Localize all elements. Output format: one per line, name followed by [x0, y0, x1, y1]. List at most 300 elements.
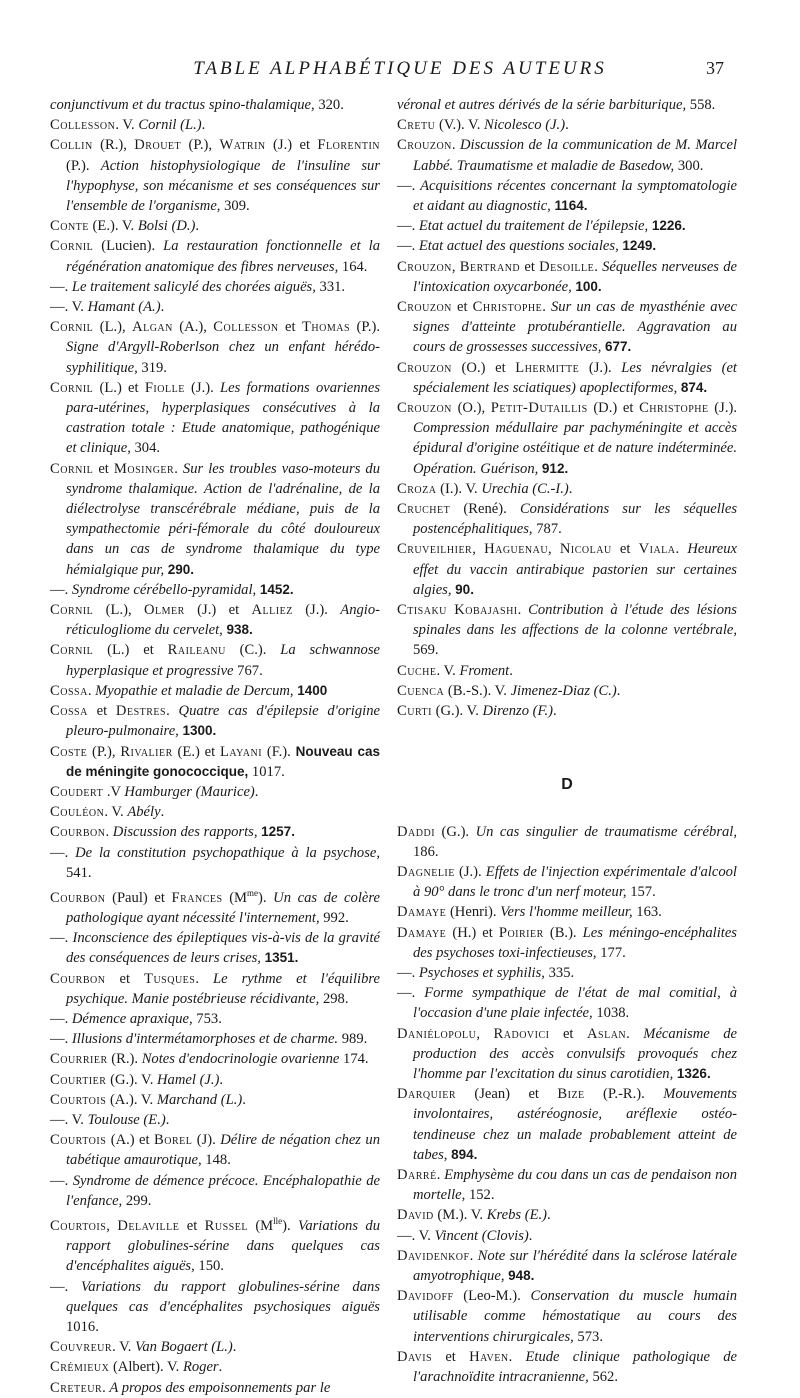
index-entry [50, 1090, 380, 1110]
index-entry [397, 822, 737, 862]
index-entry [50, 600, 380, 640]
entry-text: lle [273, 1216, 283, 1227]
entry-text: , [548, 541, 560, 558]
author-name: Courbon [50, 824, 106, 841]
entry-text: . [242, 1091, 246, 1108]
entry-text: . [219, 1071, 224, 1088]
article-title: Contribution à l'étude des lésions spinales dans les affections de la colonne vertébrale, [413, 602, 737, 639]
entry-text: . [528, 1227, 533, 1244]
entry-text: . V. [104, 804, 128, 821]
entry-text: . [254, 783, 259, 800]
entry-text: (M [222, 889, 248, 906]
author-name: Cruveilhier [397, 541, 473, 558]
author-name: Raileanu [167, 642, 226, 659]
entry-text: (Jean) et [455, 1086, 558, 1103]
author-name: Courtois [50, 1091, 107, 1108]
entry-text: 787. [536, 521, 562, 538]
article-title: Emphysème du cou dans un cas de pendaison non mortelle, [413, 1166, 738, 1204]
index-entry [397, 257, 737, 297]
entry-text: 1017. [248, 763, 285, 780]
entry-text: 753. [196, 1011, 222, 1027]
entry-text: . [451, 137, 460, 154]
entry-text: . [568, 480, 573, 497]
author-name: Coudert [50, 783, 104, 800]
index-entry [397, 1286, 737, 1347]
entry-text: (H.) et [446, 924, 499, 941]
page-header [0, 58, 800, 82]
entry-text: , [106, 1217, 118, 1234]
entry-text: —. [50, 1011, 72, 1027]
index-entry [397, 176, 737, 216]
entry-text: . [174, 460, 183, 477]
author-name: Nicolau [559, 541, 612, 558]
article-title: La schwannose hyperplasique et progressive [66, 642, 380, 679]
article-title: Heureux effet du vaccin antirabique pastorien sur certaines algies, [413, 541, 738, 598]
index-entry [50, 640, 380, 680]
index-entry [50, 782, 380, 802]
index-entry [397, 862, 737, 902]
page-reference: 100. [575, 278, 602, 294]
entry-text: . V. [115, 117, 139, 134]
page-reference: 1300. [182, 723, 217, 739]
article-title: Notes d'endocrinologie ovarienne [141, 1051, 344, 1068]
entry-text: 573. [577, 1328, 603, 1345]
entry-text: (P.), [87, 743, 121, 760]
author-name: Watrin [219, 137, 266, 154]
entry-text: (Lucien). [93, 238, 164, 255]
author-name: Collesson [213, 319, 279, 336]
author-name: Bertrand [459, 258, 521, 275]
article-title: Inconscience des épileptiques vis-à-vis de la gravité des conséquences de leurs crises, [66, 930, 381, 967]
entry-text: . [87, 682, 96, 699]
index-entry [50, 802, 380, 822]
article-title: Etude clinique pathologique de l'arachnoïdite intracranienne, [413, 1348, 737, 1385]
entry-text: et [93, 460, 114, 477]
index-entry [50, 115, 380, 135]
author-name: Crouzon [397, 299, 452, 316]
entry-text: . [160, 804, 165, 821]
entry-text: . [565, 117, 569, 134]
index-entry [397, 701, 737, 721]
entry-text: (L.) et [93, 642, 168, 659]
entry-text: , [451, 258, 460, 275]
article-title: Compression médullaire par pachyméningite et accès épidural d'origine ostéitique et de nature indéterminée. Opération. Guérison, [413, 420, 737, 477]
index-entry [50, 1337, 380, 1357]
page-reference: 290. [167, 561, 195, 577]
entry-text: ). [258, 889, 274, 906]
index-entry [50, 681, 380, 701]
article-title: Myopathie et maladie de Dercum, [95, 682, 298, 699]
entry-text: (G.). [435, 823, 476, 840]
author-index-list [397, 95, 737, 721]
author-name: Courtier [50, 1071, 107, 1088]
author-name: Ctisaku Kobajashi [397, 602, 518, 619]
page-reference: 912. [541, 460, 569, 476]
entry-text: . [675, 541, 688, 558]
entry-text: (J). [192, 1132, 221, 1149]
author-name: Algan [132, 319, 173, 336]
entry-text: . [195, 218, 200, 235]
entry-text: 989. [341, 1031, 368, 1048]
entry-text: 558. [689, 97, 716, 113]
author-name: Cornil [50, 642, 94, 659]
entry-text: (L.), [93, 602, 144, 619]
entry-text: (J.). [292, 602, 341, 619]
entry-text: (A.), [172, 319, 214, 336]
right-column [397, 95, 737, 1387]
article-title: Jimenez-Diaz (C.) [510, 682, 617, 699]
index-entry [397, 95, 737, 115]
author-name: Lhermitte [515, 359, 580, 376]
entry-text: (E.) et [172, 743, 220, 760]
entry-text: 150. [198, 1258, 224, 1275]
entry-text: , [476, 1025, 494, 1042]
entry-text: (L.) et [93, 379, 145, 396]
entry-text: 298. [322, 990, 349, 1007]
entry-text: 1038. [596, 1005, 630, 1022]
entry-text: (O.), [451, 400, 491, 417]
index-entry [50, 1357, 380, 1377]
article-title: Sur un cas de myasthénie avec signes d'atteinte protubérantielle. Aggravation au cours de grossesses successives, [413, 299, 737, 356]
page-reference: 1257. [261, 824, 295, 840]
entry-text: . [508, 1348, 526, 1365]
article-title: Variations du rapport globulines-sérine dans quelques cas d'encéphalites psychosiques aiguës [66, 1278, 381, 1315]
entry-text: (L.), [93, 319, 133, 336]
entry-text: . [436, 1166, 445, 1183]
page-reference: 1326. [676, 1065, 711, 1081]
entry-text: . [626, 1025, 644, 1042]
entry-text: (A.) et [106, 1132, 154, 1149]
entry-text: (J.). [708, 400, 737, 417]
entry-text: 562. [592, 1368, 618, 1385]
article-title: Effets de l'injection expérimentale d'alcool à 90° dans le tronc d'un nerf moteur, [413, 863, 737, 901]
page-reference: 90. [455, 581, 474, 597]
article-title: Bolsi (D.) [137, 218, 196, 235]
article-title: conjunctivum et du tractus spino-thalamique, [50, 97, 319, 113]
author-name: Cruchet [397, 501, 451, 518]
page-reference: 1400 [297, 682, 328, 698]
index-entry [50, 1110, 380, 1130]
index-entry [50, 216, 380, 236]
left-column [50, 95, 380, 1398]
page-number: 37 [706, 58, 724, 78]
author-name: Coste [50, 743, 88, 760]
author-name: Bize [557, 1086, 585, 1103]
entry-text: . [517, 602, 529, 619]
entry-text: (O.) et [451, 359, 516, 376]
entry-text: 299. [125, 1192, 152, 1209]
author-name: Frances [171, 889, 223, 906]
author-name: Drouet [134, 137, 182, 154]
entry-text: (B.). [543, 924, 583, 941]
entry-text: et [87, 703, 116, 720]
entry-text: —. [50, 930, 73, 947]
author-name: Courtois [50, 1132, 107, 1149]
author-name: Aslan [586, 1025, 627, 1042]
article-title: Van Bogaert (L.) [135, 1339, 233, 1356]
article-title: Note sur l'hérédité dans la sclérose latérale amyotrophique, [413, 1247, 737, 1284]
entry-text: —. [50, 1172, 73, 1189]
entry-text: —. V. [397, 1227, 435, 1244]
author-name: Thomas [302, 319, 351, 336]
index-entry [397, 923, 737, 963]
entry-text: 335. [548, 964, 575, 981]
author-name: Courbon [50, 970, 106, 987]
author-name: Fiolle [144, 379, 185, 396]
entry-text: (J.). [184, 379, 220, 396]
article-title: Délire de négation chez un tabétique amaurotique, [66, 1132, 380, 1169]
entry-text: 174. [343, 1051, 369, 1068]
author-name: Daniélopolu [397, 1025, 477, 1042]
author-name: Rivalier [120, 743, 173, 760]
index-entry [397, 1205, 737, 1225]
author-name: Cornil [50, 460, 94, 477]
index-entry [50, 277, 380, 297]
entry-text: —. [50, 581, 72, 598]
index-entry [50, 236, 380, 276]
author-name: Courtois [50, 1217, 107, 1234]
entry-text: . [195, 970, 213, 987]
entry-text: —. V. [50, 299, 88, 316]
author-name: Radovici [493, 1025, 550, 1042]
article-title: Nicolesco (J.) [484, 117, 566, 134]
author-name: Crémieux [50, 1359, 110, 1376]
article-title: Urechia (C.-I.) [481, 480, 569, 497]
author-name: Cornil [50, 319, 94, 336]
entry-text: 319. [141, 359, 167, 376]
entry-text: 992. [323, 909, 349, 926]
author-name: Alliez [251, 602, 293, 619]
article-title: Un cas singulier de traumatisme cérébral, [475, 823, 737, 840]
index-entry [397, 479, 737, 499]
entry-text: . V. [436, 662, 460, 679]
entry-text: 163. [636, 904, 662, 921]
entry-text: (V.). V. [435, 117, 485, 134]
article-title: Roger [182, 1359, 219, 1376]
entry-text: . [594, 258, 603, 275]
article-title: Sur les troubles vaso-moteurs du syndrome thalamique. Action de l'adrénaline, de la diélectrolyse transcérébrale médiane, puis de la sympathectomie péri-fémorale du côté douloureux dans un cas de syndrome thalamique du type hémialgique pur, [66, 460, 380, 578]
entry-text: . [201, 117, 206, 134]
author-name: Dagnelie [397, 863, 455, 880]
entry-text: (P.), [181, 137, 220, 154]
author-index-list [50, 95, 380, 1398]
author-name: Collesson [50, 117, 116, 134]
entry-text: (B.-S.). V. [444, 682, 511, 699]
entry-text: (Henri). [446, 904, 501, 921]
entry-text: .V [103, 783, 125, 800]
author-name: Creteur [50, 1379, 103, 1396]
entry-text: —. [50, 1278, 81, 1295]
entry-text: 152. [468, 1187, 495, 1204]
author-name: Cornil [50, 379, 94, 396]
article-title: Acquisitions récentes concernant la symptomatologie et aidant au diagnostic, [413, 177, 737, 215]
entry-text: . [232, 1339, 237, 1356]
entry-text: (P.). [66, 157, 101, 174]
entry-text: (M.). V. [433, 1207, 487, 1224]
author-name: Crouzon [397, 400, 452, 417]
index-entry [50, 297, 380, 317]
author-name: Destres [115, 703, 167, 720]
entry-text: . [553, 703, 557, 720]
article-title: Le traitement salicylé des chorées aiguës, [71, 278, 320, 295]
author-name: Delaville [117, 1217, 180, 1234]
entry-text: (R.). [107, 1051, 142, 1068]
author-name: Cossa [50, 682, 88, 699]
article-title: De la constitution psychopathique à la psychose, [75, 844, 381, 861]
index-entry [50, 580, 380, 600]
entry-text: . [105, 824, 113, 841]
author-name: Petit-Dutaillis [490, 400, 588, 417]
index-entry [50, 1009, 380, 1029]
index-entry [397, 1246, 737, 1286]
author-name: Davidoff [397, 1288, 454, 1305]
article-title: Illusions d'intermétamorphoses et de charme. [71, 1031, 342, 1048]
article-title: Froment [459, 662, 510, 679]
entry-text: (J.). [579, 359, 622, 376]
article-title: La restauration fonctionnelle et la régénération anatomique des fibres nerveuses, [66, 238, 381, 275]
entry-text: 541. [66, 864, 92, 881]
index-entry [50, 701, 380, 741]
entry-text: —. [397, 985, 425, 1002]
index-entry [397, 902, 737, 922]
entry-text: 309. [224, 198, 250, 215]
entry-text: , [472, 541, 485, 558]
article-title: Séquelles nerveuses de l'intoxication oxycarbonée, [413, 258, 737, 295]
entry-text: —. [397, 177, 421, 194]
entry-text: (M [247, 1217, 274, 1234]
author-name: Couléon [50, 804, 105, 821]
author-name: Cornil [50, 602, 94, 619]
entry-text: 148. [205, 1152, 231, 1169]
author-name: David [397, 1207, 434, 1224]
entry-text: et [432, 1348, 470, 1365]
entry-text: (R.), [92, 137, 135, 154]
index-entry [50, 1070, 380, 1090]
page-reference: 948. [508, 1267, 535, 1283]
index-entry [397, 1024, 737, 1085]
article-title: véronal et autres dérivés de la série barbiturique, [397, 97, 690, 113]
author-name: Haven [469, 1348, 509, 1365]
article-title: Syndrome de démence précoce. Encéphalopathie de l'enfance, [66, 1172, 381, 1209]
entry-text: . [218, 1359, 223, 1376]
entry-text: et [611, 541, 639, 558]
article-title: A propos des empoisonnements par le [109, 1379, 331, 1396]
author-name: Damaye [397, 904, 447, 921]
index-entry [50, 1049, 380, 1069]
article-title: Considérations sur les séquelles postencéphalitiques, [413, 501, 737, 538]
entry-text: et [278, 319, 303, 336]
article-title: Direnzo (F.) [482, 703, 554, 720]
page-reference: 1226. [651, 218, 686, 234]
index-entry [397, 1165, 737, 1205]
article-title: Angio-réticulogliome du cervelet, [66, 602, 381, 639]
entry-text: (A.). V. [106, 1091, 157, 1108]
entry-text: . [509, 662, 513, 679]
page-reference: 874. [680, 379, 708, 395]
article-title: Les méningo-encéphalites des psychoses toxi-infectieuses, [413, 924, 737, 961]
author-name: Russel [204, 1217, 248, 1234]
entry-text: . [469, 1247, 478, 1264]
article-title: Vincent (Clovis) [434, 1227, 529, 1244]
index-entry [397, 216, 737, 236]
entry-text: 186. [413, 843, 439, 860]
page-reference: 1351. [264, 950, 299, 966]
article-title: Conservation du muscle humain utilisable comme hémostatique au cours des interventions chirurgicales, [413, 1288, 737, 1345]
index-entry [50, 822, 380, 842]
author-name: Haguenau [484, 541, 549, 558]
article-title: Les névralgies (et spécialement les sciatiques) apoplectiformes, [413, 359, 737, 396]
entry-text: (Paul) et [105, 889, 172, 906]
author-name: Couvreur [50, 1339, 113, 1356]
entry-text: —. [50, 278, 72, 295]
index-entry [50, 1211, 380, 1276]
index-entry [50, 1029, 380, 1049]
entry-text: (C.). [225, 642, 281, 659]
entry-text: (E.). V. [88, 218, 138, 235]
entry-text: 569. [413, 642, 439, 659]
index-entry [397, 983, 737, 1023]
section-letter-heading: D [561, 776, 573, 794]
index-entry [50, 459, 380, 580]
index-entry [397, 358, 737, 398]
index-entry [397, 499, 737, 539]
author-name: Conte [50, 218, 89, 235]
author-name: Damaye [397, 924, 447, 941]
author-name: Crouzon [397, 258, 452, 275]
entry-text: 1016. [66, 1318, 99, 1335]
article-title: Psychoses et syphilis, [418, 964, 549, 981]
author-name: Cuche [397, 662, 437, 679]
author-name: Davidenkof [397, 1247, 470, 1264]
article-title: Démence apraxique, [71, 1011, 197, 1027]
entry-text: (D.) et [587, 400, 640, 417]
entry-text: (P.-R.). [584, 1086, 664, 1103]
article-title: Marchand (L.) [156, 1091, 243, 1108]
index-entry [50, 378, 380, 459]
index-entry [397, 135, 737, 175]
index-entry [50, 883, 380, 928]
author-name: Darquier [397, 1086, 456, 1103]
author-name: Christophe [639, 400, 709, 417]
index-entry [50, 1277, 380, 1338]
entry-text: . [165, 1112, 170, 1129]
page-reference: 1249. [622, 238, 657, 254]
article-title: Action histophysiologique de l'insuline sur l'hypophyse, son mécanisme et ses conséquences sur l'ensemble de l'organisme, [66, 157, 380, 215]
entry-text: (G.). V. [431, 703, 483, 720]
index-entry [50, 742, 380, 782]
author-name: Crouzon [397, 359, 452, 376]
entry-text: . [616, 682, 621, 699]
author-name: Daddi [397, 823, 436, 840]
entry-text: 767. [237, 662, 263, 679]
page-reference: 1452. [259, 581, 294, 597]
index-entry [50, 1171, 380, 1211]
entry-text: 320. [318, 97, 344, 113]
author-name: Collin [50, 137, 93, 154]
article-title: Cornil (L.) [138, 117, 202, 134]
index-entry [50, 135, 380, 216]
index-entry [397, 1084, 737, 1165]
author-name: Mosinger [113, 460, 175, 477]
author-name: Borel [153, 1132, 193, 1149]
entry-text: ). [282, 1217, 299, 1234]
entry-text: . [166, 703, 179, 720]
article-title: Variations du rapport globulines-sérine dans quelques cas d'encéphalites aiguës, [66, 1217, 380, 1275]
index-entry [397, 236, 737, 256]
entry-text: (P.). [350, 319, 380, 336]
page-reference: 894. [451, 1146, 478, 1162]
running-title: TABLE ALPHABÉTIQUE DES AUTEURS [193, 58, 607, 79]
